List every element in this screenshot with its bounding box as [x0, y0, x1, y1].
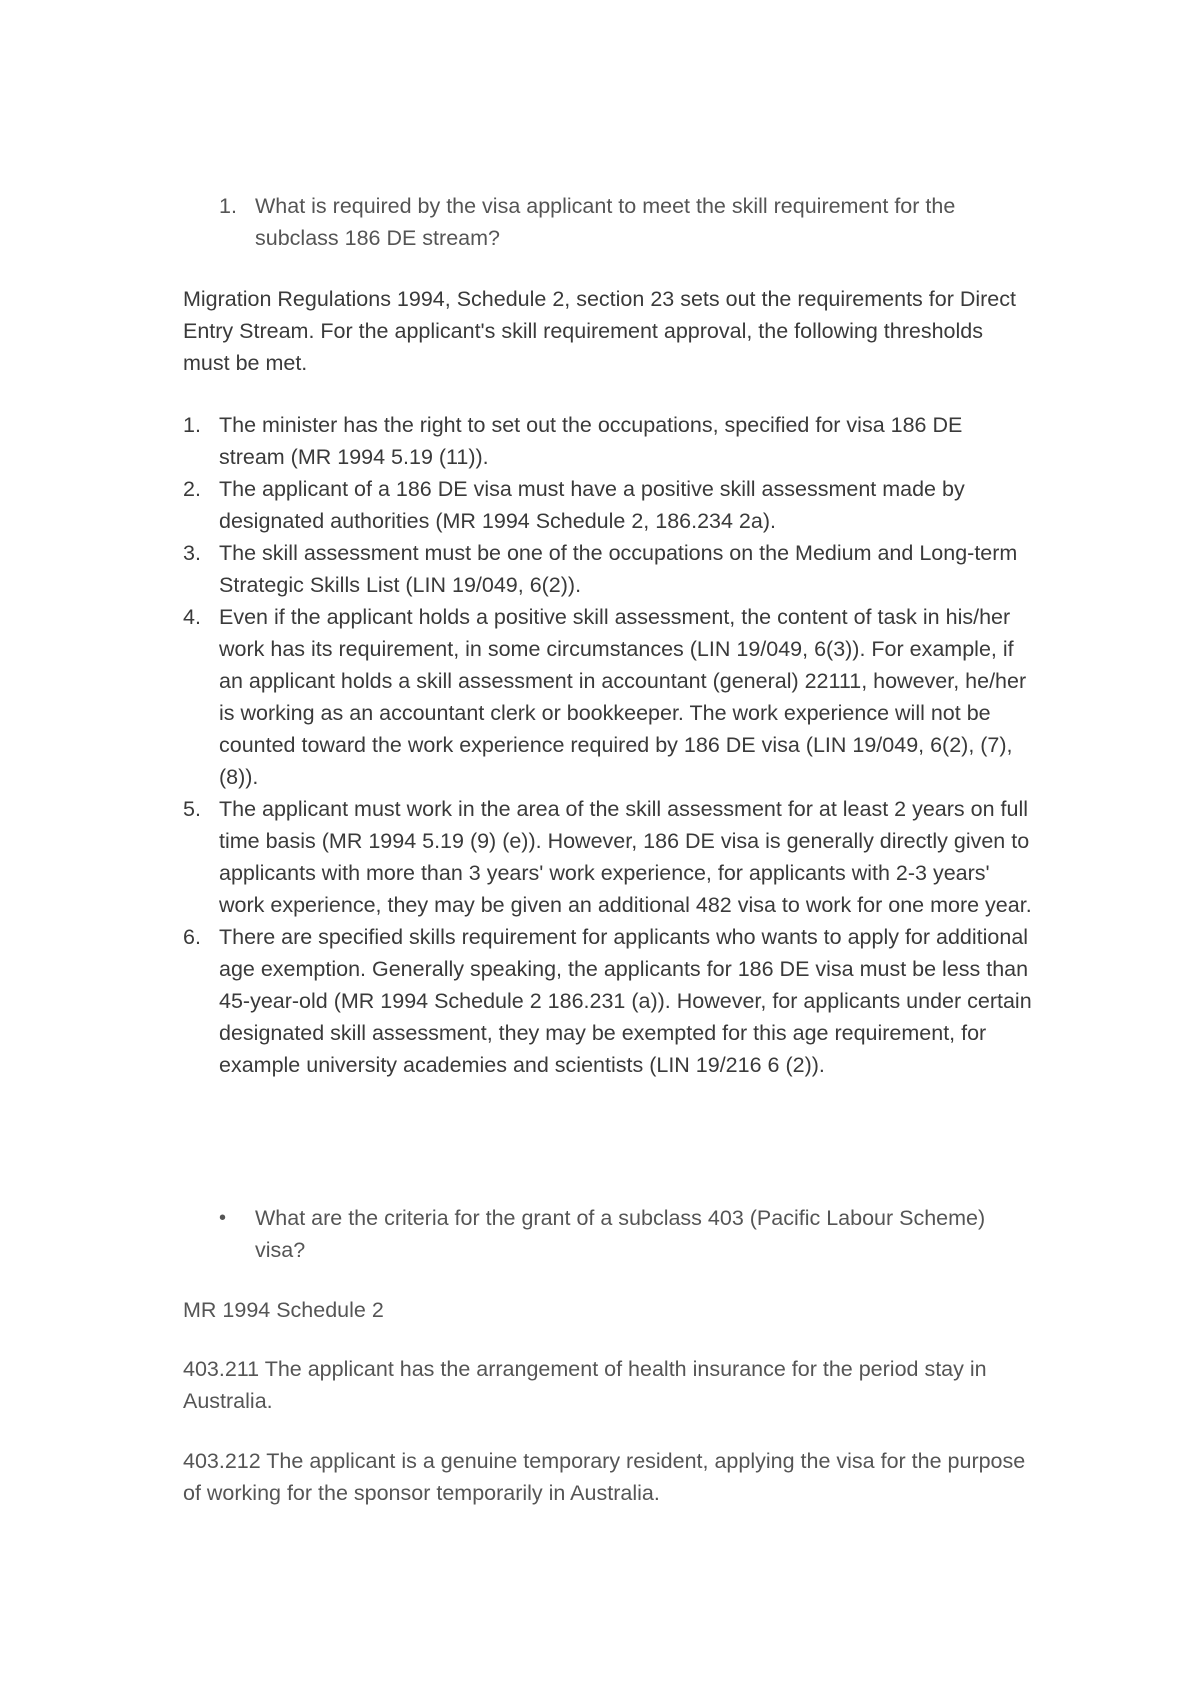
question-2 — [183, 1202, 1033, 1266]
list-item — [183, 537, 1033, 601]
bullet-icon: • — [219, 1207, 227, 1229]
list-item-text: The applicant of a 186 DE visa must have a positive skill assessment made by designated authorities (MR 1994 Schedule 2, 186.234 2a). — [219, 477, 965, 533]
question-1-item — [183, 190, 1033, 254]
list-item-number: 4. — [183, 605, 201, 629]
list-item — [183, 793, 1033, 921]
question-1-text: What is required by the visa applicant to meet the skill requirement for the subclass 186 DE stream? — [255, 194, 956, 250]
list-item-text: There are specified skills requirement for applicants who wants to apply for additional age exemption. Generally speaking, the applicants for 186 DE visa must be less than 45-year-old (MR 1994 Schedule 2 186.231 (a)). However, for applicants under certain designated skill assessment, they may be exempted for this age requirement, for example university academies and scientists (LIN 19/216 6 (2)). — [219, 925, 1032, 1077]
list-item-number: 1. — [183, 413, 201, 437]
question-1 — [183, 190, 1033, 254]
schedule-reference: MR 1994 Schedule 2 — [183, 1298, 384, 1322]
requirements-list — [183, 409, 1033, 1081]
question-2-text: What are the criteria for the grant of a subclass 403 (Pacific Labour Scheme) visa? — [255, 1206, 986, 1262]
question-1-number: 1. — [219, 194, 237, 218]
criterion-403-212: 403.212 The applicant is a genuine temporary resident, applying the visa for the purpose of working for the sponsor temporarily in Australia. — [183, 1449, 1026, 1505]
list-item — [183, 473, 1033, 537]
list-item-number: 2. — [183, 477, 201, 501]
list-item-text: The minister has the right to set out the occupations, specified for visa 186 DE stream (MR 1994 5.19 (11)). — [219, 413, 963, 469]
list-item-text: The applicant must work in the area of the skill assessment for at least 2 years on full time basis (MR 1994 5.19 (9) (e)). However, 186 DE visa is generally directly given to applicants with more than 3 years' work experience, for applicants with 2-3 years' work experience, they may be given an additional 482 visa to work for one more year. — [219, 797, 1032, 917]
list-item — [183, 601, 1033, 793]
list-item-number: 5. — [183, 797, 201, 821]
intro-paragraph: Migration Regulations 1994, Schedule 2, section 23 sets out the requirements for Direct Entry Stream. For the applicant's skill requirement approval, the following thresholds must be met. — [183, 287, 1016, 375]
list-item-text: Even if the applicant holds a positive skill assessment, the content of task in his/her work has its requirement, in some circumstances (LIN 19/049, 6(3)). For example, if an applicant holds a skill assessment in accountant (general) 22111, however, he/her is working as an accountant clerk or bookkeeper. The work experience will not be counted toward the work experience required by 186 DE visa (LIN 19/049, 6(2), (7), (8)). — [219, 605, 1027, 789]
list-item — [183, 409, 1033, 473]
question-2-item — [183, 1202, 1033, 1266]
criterion-403-211: 403.211 The applicant has the arrangement of health insurance for the period stay in Australia. — [183, 1357, 987, 1413]
list-item — [183, 921, 1033, 1081]
list-item-number: 3. — [183, 541, 201, 565]
list-item-number: 6. — [183, 925, 201, 949]
list-item-text: The skill assessment must be one of the occupations on the Medium and Long-term Strategic Skills List (LIN 19/049, 6(2)). — [219, 541, 1018, 597]
